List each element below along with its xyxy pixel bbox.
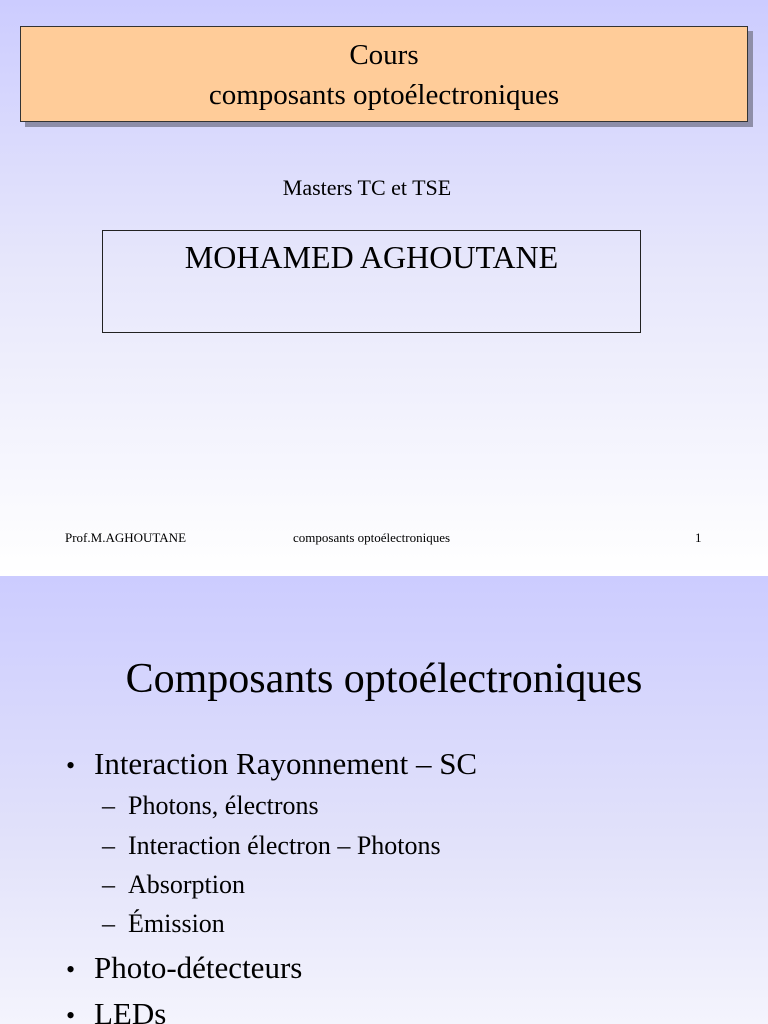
dash-mark: – (102, 831, 115, 860)
title-line-course-name: composants optoélectroniques (208, 79, 560, 111)
footer-author: Prof.M.AGHOUTANE (65, 530, 187, 545)
subitem-label: Émission (128, 909, 225, 938)
bullet-photo-detecteurs (66, 948, 302, 990)
slide-1-subtitle: Masters TC et TSE (282, 175, 452, 200)
bullet-mark: • (66, 751, 76, 780)
bullet-interaction-rayonnement (66, 744, 477, 786)
subitem-absorption (102, 868, 245, 902)
bullet-mark: • (66, 1001, 76, 1024)
slide-2-title: Composants optoélectroniques (125, 656, 643, 702)
subitem-photons-electrons (102, 789, 319, 823)
dash-mark: – (102, 791, 115, 820)
subitem-label: Interaction électron – Photons (128, 831, 441, 860)
subitem-emission (102, 907, 225, 941)
slide-1-title-box (20, 26, 748, 122)
dash-mark: – (102, 870, 115, 899)
bullet-label: Photo-détecteurs (94, 950, 303, 985)
author-box (102, 230, 641, 333)
subitem-label: Photons, électrons (128, 791, 319, 820)
subitem-label: Absorption (128, 870, 245, 899)
bullet-mark: • (66, 955, 76, 984)
bullet-label: Interaction Rayonnement – SC (94, 746, 478, 781)
bullet-leds (66, 994, 166, 1024)
footer-page-number: 1 (695, 530, 702, 545)
dash-mark: – (102, 909, 115, 938)
bullet-label: LEDs (94, 996, 167, 1024)
footer-course: composants optoélectroniques (293, 530, 451, 545)
subitem-interaction-electron-photons (102, 829, 441, 863)
author-name: MOHAMED AGHOUTANE (184, 239, 559, 275)
title-line-cours: Cours (349, 39, 419, 71)
slide-2 (0, 576, 768, 1024)
